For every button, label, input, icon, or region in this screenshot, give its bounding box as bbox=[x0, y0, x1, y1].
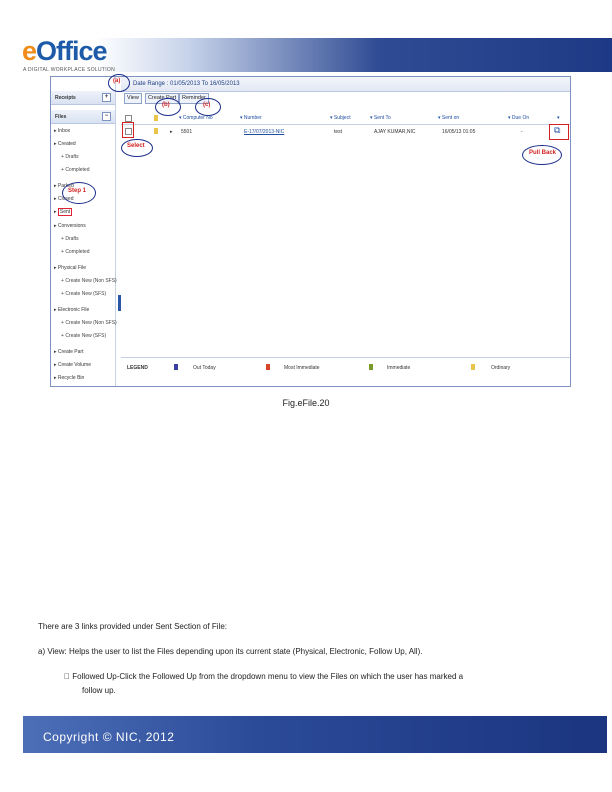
row-subject: test bbox=[334, 129, 343, 135]
pullback-highlight-box bbox=[549, 124, 569, 140]
select-highlight-box bbox=[122, 122, 134, 138]
legend-bar bbox=[121, 357, 570, 376]
sidebar-item-elec-new-sfs[interactable]: + Create New (SFS) bbox=[61, 333, 107, 339]
page-footer bbox=[23, 716, 607, 753]
sidebar-item-phys-new-nonsfs[interactable]: + Create New (Non SFS) bbox=[61, 278, 117, 284]
sidebar bbox=[51, 77, 116, 386]
sidebar-item-conv-drafts[interactable]: + Drafts bbox=[61, 236, 79, 242]
sidebar-files[interactable]: Files − bbox=[51, 110, 115, 124]
col-computer-no[interactable]: ▾ Computer No bbox=[179, 115, 213, 121]
col-subject[interactable]: ▾ Subject bbox=[330, 115, 351, 121]
sent-list-panel bbox=[121, 77, 570, 386]
sidebar-item-completed[interactable]: + Completed bbox=[61, 167, 90, 173]
legend-swatch-out-today bbox=[174, 364, 178, 370]
sidebar-item-conversions[interactable]: ▸ Conversions bbox=[54, 223, 86, 229]
sidebar-item-sent[interactable]: ▸ Sent bbox=[54, 209, 71, 215]
date-range-bar: Date Range : 01/05/2013 To 16/05/2013 bbox=[121, 77, 570, 92]
callout-a-label: (a) bbox=[113, 78, 121, 84]
row-expand-icon[interactable]: ▸ bbox=[170, 129, 173, 135]
callout-b-label: (b) bbox=[162, 102, 170, 108]
table-row[interactable] bbox=[121, 126, 570, 137]
sidebar-item-inbox[interactable]: ▸ Inbox bbox=[54, 128, 71, 134]
create-part-button[interactable]: Create Part bbox=[145, 93, 179, 104]
col-due-on[interactable]: ▾ Due On bbox=[508, 115, 530, 121]
select-all-checkbox[interactable] bbox=[125, 115, 132, 122]
sidebar-item-elec-new-nonsfs[interactable]: + Create New (Non SFS) bbox=[61, 320, 117, 326]
callout-step1-label: Step 1 bbox=[68, 188, 87, 194]
legend-ordinary: Ordinary bbox=[491, 365, 511, 371]
column-menu-icon[interactable]: ▾ bbox=[557, 115, 560, 121]
sidebar-item-closed[interactable]: ▸ Closed bbox=[54, 196, 74, 202]
copyright-text: Copyright © NIC, 2012 bbox=[43, 730, 175, 744]
legend-out-today: Out Today bbox=[193, 365, 216, 371]
header-band bbox=[95, 38, 612, 72]
sidebar-item-create-part[interactable]: ▸ Create Part bbox=[54, 349, 84, 355]
legend-swatch-most-immediate bbox=[266, 364, 270, 370]
bullet-followed-up-line2: follow up. bbox=[82, 686, 116, 695]
view-button[interactable]: View bbox=[124, 93, 142, 104]
sidebar-item-created[interactable]: ▸ Created bbox=[54, 141, 76, 147]
legend-most-immediate: Most Immediate bbox=[284, 365, 320, 371]
callout-c-label: (c) bbox=[203, 102, 211, 108]
legend-swatch-ordinary bbox=[471, 364, 475, 370]
pull-back-icon[interactable]: ⧉ bbox=[554, 125, 561, 135]
legend-title: LEGEND bbox=[127, 365, 148, 371]
sidebar-item-create-volume[interactable]: ▸ Create Volume bbox=[54, 362, 91, 368]
minus-icon[interactable]: − bbox=[102, 112, 111, 121]
eoffice-logo: eOffice bbox=[22, 36, 107, 66]
logo-tagline: A DIGITAL WORKPLACE SOLUTION bbox=[23, 67, 116, 73]
table-header bbox=[121, 112, 570, 125]
row-number-link[interactable]: E-17/07/2013-NIC bbox=[244, 129, 285, 135]
col-number[interactable]: ▾ Number bbox=[240, 115, 262, 121]
legend-immediate: Immediate bbox=[387, 365, 411, 371]
sidebar-item-parked[interactable]: ▸ Parked bbox=[54, 183, 74, 189]
callout-pullback-label: Pull Back bbox=[529, 150, 557, 156]
figure-caption: Fig.eFile.20 bbox=[282, 398, 330, 408]
row-sent-to: AJAY KUMAR,NIC bbox=[374, 129, 416, 135]
sidebar-item-electronic-file[interactable]: ▸ Electronic File bbox=[54, 307, 90, 313]
sidebar-item-physical-file[interactable]: ▸ Physical File bbox=[54, 265, 86, 271]
sidebar-item-conv-completed[interactable]: + Completed bbox=[61, 249, 90, 255]
row-computer-no: 5501 bbox=[181, 129, 193, 135]
plus-icon[interactable]: + bbox=[102, 93, 111, 102]
sidebar-item-drafts[interactable]: + Drafts bbox=[61, 154, 79, 160]
col-sent-on[interactable]: ▾ Sent on bbox=[438, 115, 460, 121]
priority-color-header bbox=[154, 115, 158, 121]
col-sent-to[interactable]: ▾ Sent To bbox=[370, 115, 391, 121]
legend-swatch-immediate bbox=[369, 364, 373, 370]
logo-rest: Office bbox=[36, 36, 107, 66]
intro-paragraph: There are 3 links provided under Sent Section of File: bbox=[38, 622, 227, 631]
priority-swatch bbox=[154, 128, 158, 134]
page-header bbox=[0, 30, 612, 76]
sidebar-receipts[interactable]: Receipts + bbox=[51, 91, 115, 105]
item-a-paragraph: a) View: Helps the user to list the Files depending upon its current state (Physical, Electronic, Follow Up, All). bbox=[38, 647, 423, 656]
row-sent-on: 16/05/13 01:05 bbox=[442, 129, 476, 135]
sidebar-item-phys-new-sfs[interactable]: + Create New (SFS) bbox=[61, 291, 107, 297]
bullet-followed-up-line1: Followed Up-Click the Followed Up from the dropdown menu to view the Files on which the user has marked a bbox=[64, 672, 455, 681]
callout-select-label: Select bbox=[127, 143, 145, 149]
reminder-button[interactable]: Reminder bbox=[179, 93, 209, 104]
row-due-on: - bbox=[521, 129, 523, 135]
sidebar-item-recycle-bin[interactable]: ▸ Recycle Bin bbox=[54, 375, 85, 381]
